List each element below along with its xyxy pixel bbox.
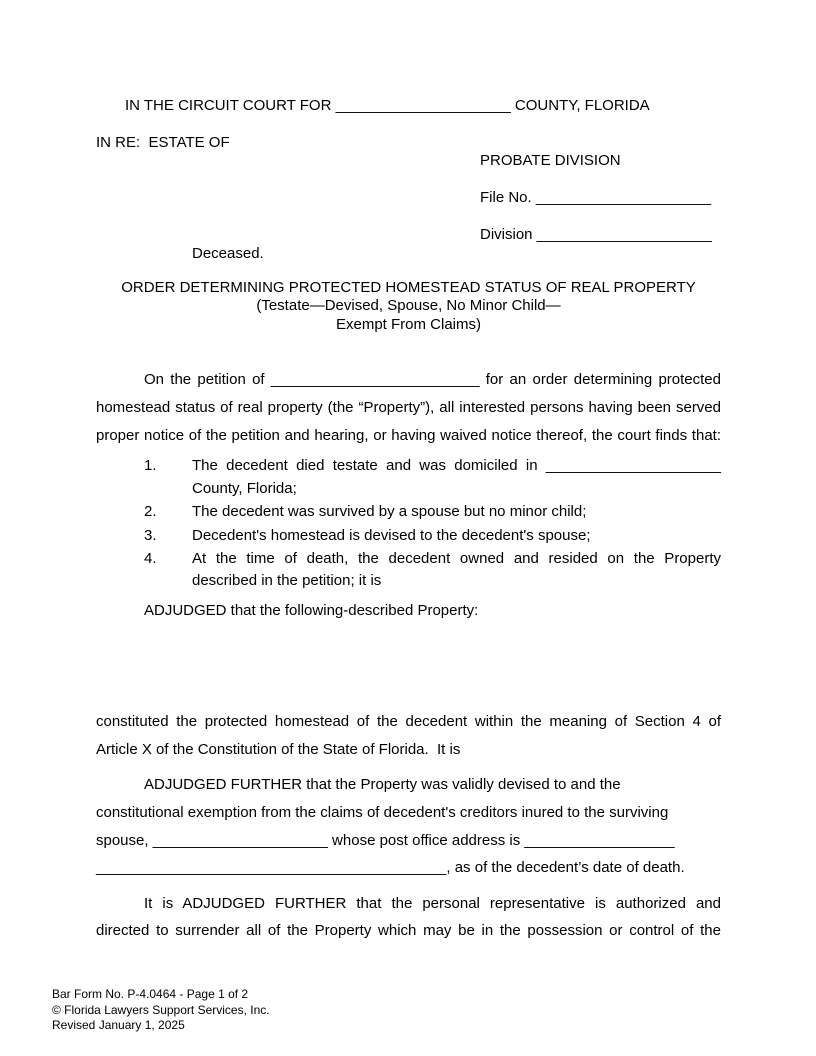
constituted-line-1: constituted the protected homestead of the decedent within the meaning of Section 4 of (96, 713, 721, 730)
adjudged-further-line-2: constitutional exemption from the claims of decedent's creditors inured to the surviving (96, 804, 669, 821)
revision-date: Revised January 1, 2025 (52, 1018, 185, 1032)
bar-form-number: Bar Form No. P-4.0464 - Page 1 of 2 (52, 987, 249, 1001)
petition-line-2: homestead status of real property (the “Property”), all interested persons having been served (96, 399, 721, 416)
finding-number: 1. (144, 457, 157, 474)
document-subtitle-2: Exempt From Claims) (335, 316, 481, 333)
document-title: ORDER DETERMINING PROTECTED HOMESTEAD STATUS OF REAL PROPERTY (121, 279, 696, 296)
adjudged-further-line-4: __________________________________________, as of the decedent’s date of death. (96, 859, 685, 876)
finding-text: Decedent's homestead is devised to the decedent's spouse; (192, 527, 591, 544)
finding-text: The decedent was survived by a spouse but no minor child; (192, 503, 587, 520)
finding-text-cont: County, Florida; (192, 480, 297, 497)
finding-text-cont: described in the petition; it is (192, 572, 382, 589)
court-caption: IN THE CIRCUIT COURT FOR _____________________ COUNTY, FLORIDA (125, 97, 650, 114)
finding-number: 4. (144, 550, 157, 567)
surrender-line-1: It is ADJUDGED FURTHER that the personal representative is authorized and (144, 895, 721, 912)
deceased-label: Deceased. (192, 245, 264, 262)
copyright-notice: © Florida Lawyers Support Services, Inc. (52, 1003, 270, 1017)
in-re-estate: IN RE: ESTATE OF (96, 134, 230, 151)
probate-division: PROBATE DIVISION (480, 152, 621, 169)
finding-text: At the time of death, the decedent owned and resided on the Property (192, 550, 721, 567)
surrender-line-2: directed to surrender all of the Property which may be in the possession or control of the (96, 922, 721, 939)
constituted-line-2: Article X of the Constitution of the State of Florida. It is (96, 741, 461, 758)
division-number: Division _____________________ (480, 226, 712, 243)
adjudged-property: ADJUDGED that the following-described Property: (144, 602, 479, 619)
adjudged-further-line-1: ADJUDGED FURTHER that the Property was validly devised to and the (144, 776, 621, 793)
petition-line-3: proper notice of the petition and hearing, or having waived notice thereof, the court finds that: (96, 427, 721, 444)
finding-number: 2. (144, 503, 157, 520)
petition-line-1: On the petition of _________________________ for an order determining protected (144, 371, 721, 388)
adjudged-further-line-3: spouse, _____________________ whose post office address is __________________ (96, 832, 675, 849)
finding-text: The decedent died testate and was domiciled in _____________________ (192, 457, 721, 474)
document-subtitle-1: (Testate—Devised, Spouse, No Minor Child— (256, 297, 561, 314)
finding-number: 3. (144, 527, 157, 544)
file-number: File No. _____________________ (480, 189, 712, 206)
